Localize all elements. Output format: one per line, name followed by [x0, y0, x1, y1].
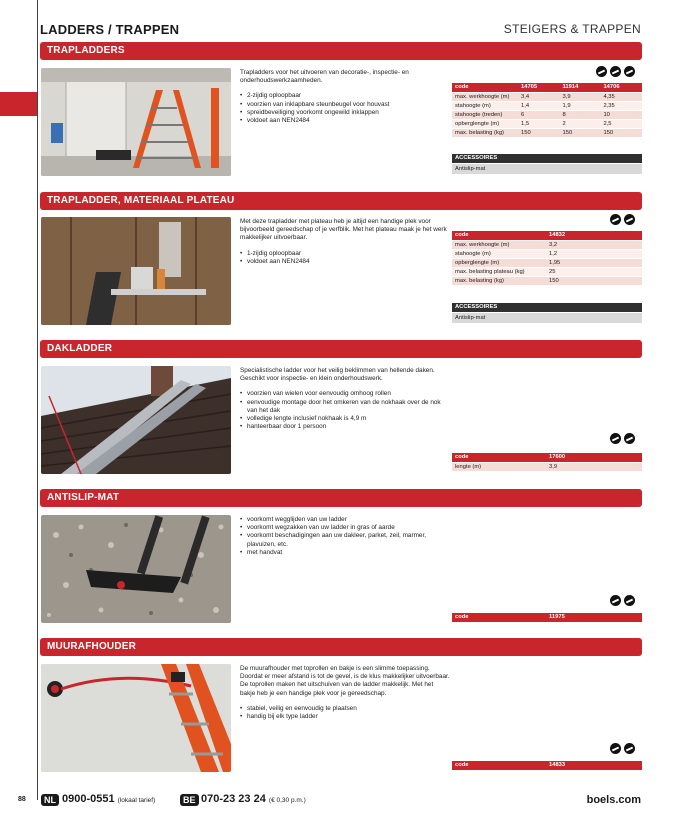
feature-item: • voorzien van wielen voor eenvoudig omhoog rollen — [240, 390, 450, 398]
description-text: Specialistische ladder voor het veilig beklimmen van hellende daken. Geschikt voor inspectie- en klein onderhoudswerk. — [240, 367, 435, 383]
photo-antislip-mat — [41, 515, 231, 623]
transport-icon — [610, 66, 621, 77]
table-cell: max. werkhoogte (m) — [452, 92, 518, 101]
chapter-title: STEIGERS & TRAPPEN — [503, 22, 641, 36]
page-number: 88 — [18, 796, 26, 803]
table-row — [452, 258, 642, 267]
page-title: LADDERS / TRAPPEN — [40, 22, 180, 37]
table-header-cell: 11914 — [560, 83, 601, 92]
spec-table — [452, 761, 642, 771]
nl-phone-note: (lokaal tarief) — [117, 797, 156, 804]
table-cell: 150 — [518, 128, 560, 137]
feature-list — [240, 92, 450, 125]
table-cell: opberglengte (m) — [452, 258, 546, 267]
service-icons — [610, 214, 635, 225]
feature-list — [240, 390, 450, 431]
table-cell: 150 — [600, 128, 642, 137]
table-cell: 150 — [560, 128, 601, 137]
feature-item: • handig bij elk type ladder — [240, 713, 450, 721]
table-cell: 150 — [546, 276, 642, 285]
section-title: ANTISLIP-MAT — [40, 489, 642, 507]
table-row — [452, 110, 642, 119]
description — [240, 665, 450, 721]
description — [240, 218, 450, 266]
table-cell: 10 — [600, 110, 642, 119]
table-cell: 2 — [560, 119, 601, 128]
table-header-cell: 14833 — [546, 761, 642, 770]
table-row — [452, 119, 642, 128]
table-header-cell: 11975 — [546, 613, 642, 622]
table-row — [452, 92, 642, 101]
description — [240, 69, 450, 125]
service-icons — [596, 66, 635, 77]
hand-icon — [624, 66, 635, 77]
table-cell: max. werkhoogte (m) — [452, 240, 546, 249]
service-icons — [610, 595, 635, 606]
section-title: TRAPLADDER, MATERIAAL PLATEAU — [40, 192, 642, 210]
description — [240, 516, 450, 557]
hand-icon — [624, 433, 635, 444]
transport-icon — [610, 214, 621, 225]
table-cell: 1,4 — [518, 101, 560, 110]
section-title: MUURAFHOUDER — [40, 638, 642, 656]
table-cell: 1,5 — [518, 119, 560, 128]
feature-item: • 2-zijdig oploopbaar — [240, 92, 450, 100]
feature-list — [240, 250, 450, 266]
hand-icon — [624, 743, 635, 754]
table-row — [452, 267, 642, 276]
table-cell: 1,2 — [546, 249, 642, 258]
feature-item: • voorkomt wegglijden van uw ladder — [240, 516, 450, 524]
table-cell: 2,5 — [600, 119, 642, 128]
footer — [0, 792, 676, 812]
feature-item: • voorkomt wegzakken van uw ladder in gras of aarde — [240, 524, 450, 532]
photo-dakladder — [41, 366, 231, 474]
table-row — [452, 249, 642, 258]
photo-trapladder-plateau — [41, 217, 231, 325]
spec-table — [452, 453, 642, 472]
feature-item: • stabiel, veilig en eenvoudig te plaatsen — [240, 705, 450, 713]
feature-list — [240, 516, 450, 557]
table-cell: 6 — [518, 110, 560, 119]
service-icons — [610, 743, 635, 754]
accessories-header: ACCESSOIRES — [452, 303, 642, 312]
section-title: TRAPLADDERS — [40, 42, 642, 60]
table-header-row — [452, 231, 642, 240]
table-cell: 2,35 — [600, 101, 642, 110]
photo-trapladder — [41, 68, 231, 176]
be-flag-icon: BE — [180, 794, 199, 806]
nl-flag-icon: NL — [41, 794, 59, 806]
be-phone — [201, 793, 306, 805]
table-cell: max. belasting plateau (kg) — [452, 267, 546, 276]
description-text: Met deze trapladder met plateau heb je altijd een handige plek voor bijvoorbeeld gereedschap of je verfblik. Met het plateau maak je het werk makkelijker uitvoerbaar. — [240, 218, 447, 242]
table-cell: stahoogte (m) — [452, 249, 546, 258]
table-header-cell: 14705 — [518, 83, 560, 92]
table-cell: 8 — [560, 110, 601, 119]
feature-item: • volledige lengte inclusief nokhaak is 4,9 m — [240, 415, 450, 423]
table-row — [452, 462, 642, 471]
table-cell: 1,9 — [560, 101, 601, 110]
accessories-header: ACCESSOIRES — [452, 154, 642, 163]
section-title: DAKLADDER — [40, 340, 642, 358]
table-row — [452, 101, 642, 110]
accessory-item: Antislip-mat — [452, 164, 642, 174]
table-cell: stahoogte (treden) — [452, 110, 518, 119]
chapter-tab — [0, 92, 38, 116]
table-header-row — [452, 453, 642, 462]
table-header-cell: 14706 — [600, 83, 642, 92]
be-phone-number: 070-23 23 24 — [201, 793, 266, 805]
table-cell: 3,9 — [560, 92, 601, 101]
feature-item: • voldoet aan NEN2484 — [240, 117, 450, 125]
hand-icon — [624, 214, 635, 225]
feature-list — [240, 705, 450, 721]
margin-line — [37, 0, 38, 800]
feature-item: • met handvat — [240, 549, 450, 557]
feature-item: • voorzien van inklapbare steunbeugel voor houvast — [240, 101, 450, 109]
rental-icon — [596, 66, 607, 77]
feature-item: • voldoet aan NEN2484 — [240, 258, 450, 266]
table-cell: opberglengte (m) — [452, 119, 518, 128]
spec-table — [452, 83, 642, 138]
table-header-cell: code — [452, 761, 546, 770]
table-cell: stahoogte (m) — [452, 101, 518, 110]
table-header-cell: code — [452, 83, 518, 92]
table-cell: max. belasting (kg) — [452, 276, 546, 285]
nl-phone — [62, 793, 155, 805]
spec-table — [452, 613, 642, 623]
nl-phone-number: 0900-0551 — [62, 793, 115, 805]
photo-muurafhouder — [41, 664, 231, 772]
table-cell: max. belasting (kg) — [452, 128, 518, 137]
table-cell: 3,4 — [518, 92, 560, 101]
feature-item: • 1-zijdig oploopbaar — [240, 250, 450, 258]
be-phone-note: (€ 0,30 p.m.) — [268, 797, 306, 804]
description-text: Trapladders voor het uitvoeren van decoratie-, inspectie- en onderhoudswerkzaamheden. — [240, 69, 409, 85]
table-header-cell: code — [452, 613, 546, 622]
table-cell: 1,95 — [546, 258, 642, 267]
table-cell: lengte (m) — [452, 462, 546, 471]
section-dakladder — [40, 340, 642, 475]
transport-icon — [610, 743, 621, 754]
table-header-cell: code — [452, 453, 546, 462]
table-header-cell: 14832 — [546, 231, 642, 240]
section-antislip-mat — [40, 489, 642, 624]
feature-item: • eenvoudige montage door het omkeren van de nokhaak over de nok van het dak — [240, 399, 450, 415]
feature-item: • voorkomt beschadigingen aan uw dakleer, parket, zeil, marmer, plavuizen, etc. — [240, 532, 450, 548]
table-row — [452, 240, 642, 249]
description-text: De muurafhouder met toprollen en bakje is een slimme toepassing. Doordat er meer afstand is tot de gevel, is de klus makkelijker uitvoerbaar. De toprollen maken het uitschuiven van de ladder makkelijk. Met het bakje heb je een handige plek voor je gereedschap. — [240, 665, 450, 697]
feature-item: • spreidbeveiliging voorkomt ongewild inklappen — [240, 109, 450, 117]
table-header-cell: code — [452, 231, 546, 240]
website-link[interactable]: boels.com — [586, 794, 641, 806]
table-header-row — [452, 761, 642, 770]
transport-icon — [610, 433, 621, 444]
table-header-row — [452, 83, 642, 92]
table-row — [452, 128, 642, 137]
accessory-item: Antislip-mat — [452, 313, 642, 323]
transport-icon — [610, 595, 621, 606]
spec-table — [452, 231, 642, 286]
feature-item: • hanteerbaar door 1 persoon — [240, 423, 450, 431]
section-trapladders — [40, 42, 642, 177]
table-cell: 3,2 — [546, 240, 642, 249]
service-icons — [610, 433, 635, 444]
section-trapladder-plateau — [40, 192, 642, 327]
table-header-row — [452, 613, 642, 622]
table-cell: 4,35 — [600, 92, 642, 101]
table-cell: 3,9 — [546, 462, 642, 471]
table-row — [452, 276, 642, 285]
section-muurafhouder — [40, 638, 642, 773]
description — [240, 367, 450, 431]
table-header-cell: 17600 — [546, 453, 642, 462]
table-cell: 25 — [546, 267, 642, 276]
hand-icon — [624, 595, 635, 606]
